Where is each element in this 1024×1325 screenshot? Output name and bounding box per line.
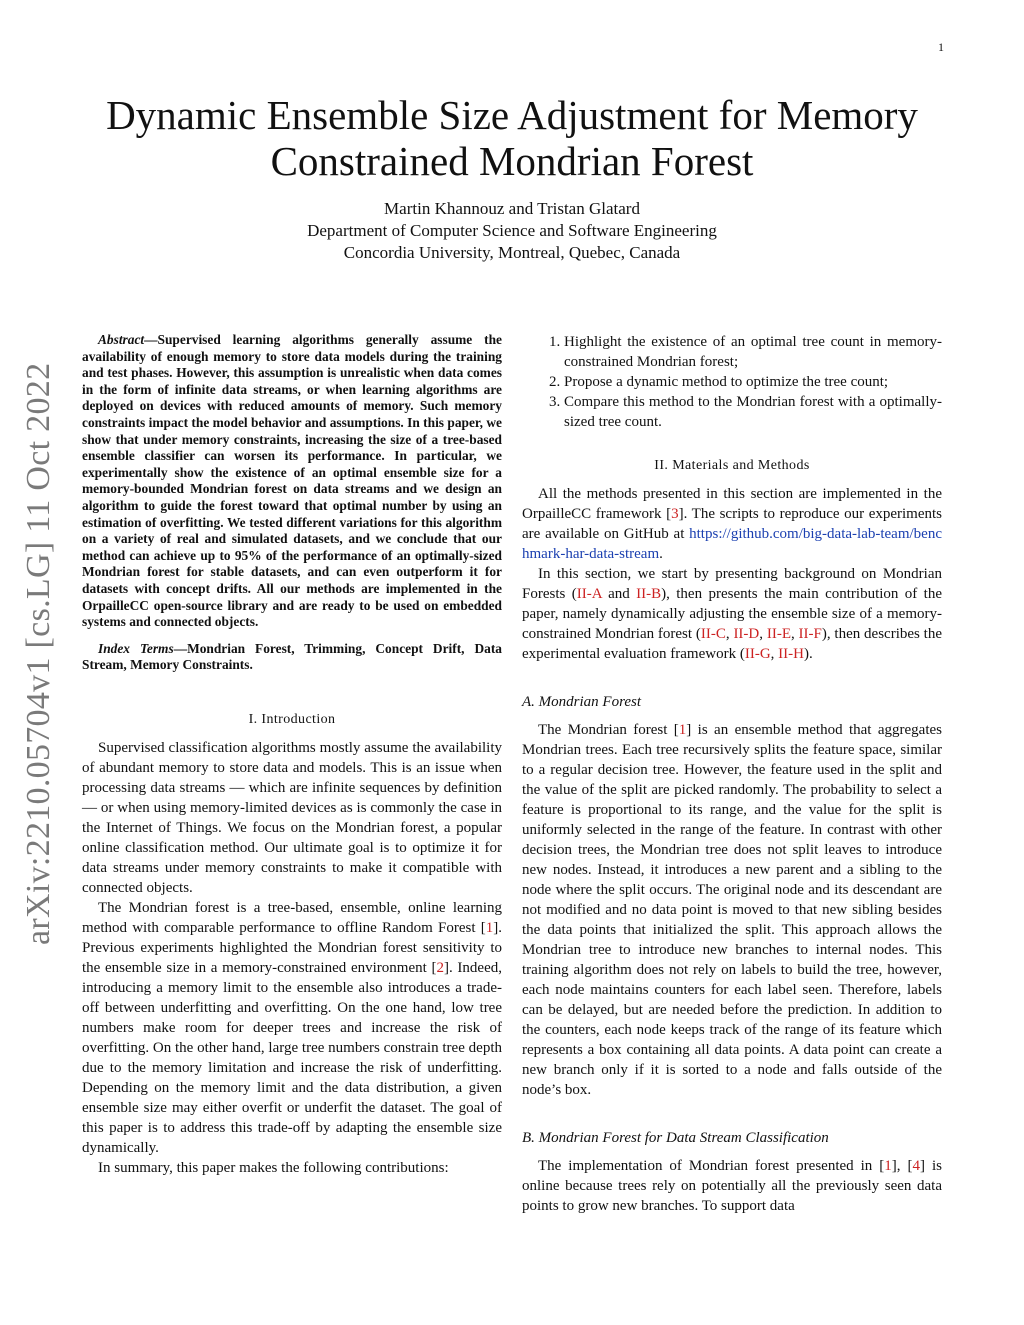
intro-p2-text-c: ]. Indeed, introducing a memory limit to the ensemble also introduces a trade-off between underfitting and overfitting. On the one hand, low tree numbers make room for deeper trees and increase the risk of overfitting. On the other hand, large tree numbers constrain tree depth due to the memory limitation and increase the risk of underfitting. Depending on the memory limit and the data distribution, a given ensemble size may either overfit or underfit the dataset. The goal of this paper is to address this trade-off by adapting the ensemble size dynamically. <box>82 959 502 1156</box>
right-column <box>522 332 942 1216</box>
contributions-list <box>522 332 942 432</box>
index-terms-dash: — <box>173 640 188 656</box>
citation-link[interactable]: 1 <box>485 919 494 936</box>
section-link[interactable]: II-E <box>766 626 791 642</box>
methods-p2-text-c: ), then describes the experimental evaluation framework ( <box>522 626 943 662</box>
section-a-heading: A. Mondrian Forest <box>522 694 642 710</box>
citation-link[interactable]: 1 <box>884 1158 892 1174</box>
github-link[interactable]: https://github.com/big-data-lab-team/benchmark-har-data-stream <box>522 526 942 562</box>
author-block <box>0 198 1024 264</box>
methods-p2-text-a: In this section, we start by presenting background on Mondrian Forests ( <box>522 566 942 602</box>
department: Department of Computer Science and Software Engineering <box>307 221 717 240</box>
citation-link[interactable]: 1 <box>678 722 687 738</box>
section-a-text-b: ] is an ensemble method that aggregates Mondrian trees. Each tree recursively splits the feature space, similar to a regular decision tree. However, the feature used in the split and the value of the split are picked randomly. The probability to select a feature is proportional to its range, and the value for the split is uniformly selected in the range of the feature. In contrast with other decision trees, the Mondrian tree does not split leaves to introduce new nodes. Instead, it introduces a new parent and a sibling to the node where the split occurs. The original node and its descendant are not modified and no data point is moved to that new sibling besides the data points that initialized the split. This approach allows the Mondrian tree to introduce new branches to internal nodes. This training algorithm does not rely on labels to build the tree, however, each node maintains counters for each label seen. Therefore, labels can be delayed, but are needed before the prediction. In addition to the counters, each node keeps track of the range of its feature which represents a box containing all data points. A data point can create a new branch only if it is sorted to a node and falls outside of the node’s box. <box>522 722 942 1098</box>
index-terms-text: Mondrian Forest, Trimming, Concept Drift, Data Stream, Memory Constraints. <box>82 640 503 673</box>
section-link[interactable]: II-G <box>744 646 771 662</box>
intro-paragraph-3: In summary, this paper makes the following contributions: <box>98 1159 449 1176</box>
intro-heading: I. Introduction <box>248 711 336 727</box>
citation-link[interactable]: 3 <box>671 506 679 522</box>
methods-heading: II. Materials and Methods <box>654 458 810 473</box>
paper-title <box>60 92 964 184</box>
comma: , <box>725 626 734 642</box>
abstract-dash: — <box>144 332 158 347</box>
section-b-text-mid: ], [ <box>891 1158 913 1174</box>
university: Concordia University, Montreal, Quebec, Canada <box>343 243 681 262</box>
list-item: 1. Highlight the existence of an optimal tree count in memory-constrained Mondrian forest; <box>564 332 942 372</box>
intro-paragraph-1: Supervised classification algorithms mostly assume the availability of abundant memory to store data and models. This is an issue when processing data streams — which are infinite sequences by definition — or when using memory-limited devices as is commonly the case in the Internet of Things. We focus on the Mondrian forest, a popular online classification method. Our ultimate goal is to optimize it for data streams under memory constraints to make it compatible with connected objects. <box>82 739 502 896</box>
list-item: 2. Propose a dynamic method to optimize the tree count; <box>564 372 942 392</box>
index-terms-label: Index Terms <box>98 640 174 656</box>
index-terms <box>82 641 502 674</box>
citation-link[interactable]: 4 <box>912 1158 921 1174</box>
section-b-text-b: ] is online because trees rely on potentially all the previously seen data points to grow new branches. To support data <box>522 1158 942 1214</box>
section-b-text-a: The implementation of Mondrian forest presented in [ <box>538 1158 885 1174</box>
methods-paragraph-1 <box>522 484 942 564</box>
section-b-heading: B. Mondrian Forest for Data Stream Classification <box>522 1130 829 1146</box>
comma: , <box>790 626 799 642</box>
methods-p1-text-a: All the methods presented in this section are implemented in the OrpailleCC framework [ <box>522 486 942 522</box>
arxiv-stamp: arXiv:2210.05704v1 [cs.LG] 11 Oct 2022 <box>20 362 57 945</box>
section-link[interactable]: II-C <box>700 626 726 642</box>
section-link[interactable]: II-A <box>576 586 602 602</box>
comma: , <box>759 626 767 642</box>
section-b-paragraph <box>522 1156 942 1216</box>
abstract-text: Supervised learning algorithms generally assume the availability of enough memory to store data models during the training and test phases. However, this assumption is unrealistic when data comes in the form of infinite data streams, or when learning algorithms are deployed on devices with reduced amounts of memory. Such memory constraints impact the model behavior and assumptions. In this paper, we show that under memory constraints, increasing the size of a tree-based ensemble classifier can worsen its performance. In particular, we experimentally show the existence of an optimal ensemble size for a memory-bounded Mondrian forest on data streams and we design an algorithm to guide the forest toward that optimal number by using an estimation of overfitting. We tested different variations for this algorithm on a variety of real and simulated datasets, and we conclude that our method can achieve up to 95% of the performance of an optimally-sized Mondrian forest for stable datasets, and can even outperform it for datasets with concept drifts. All our methods are implemented in the OrpailleCC open-source library and are ready to be used on embedded systems and connected objects. <box>82 332 502 630</box>
methods-p2-text-b: ), then presents the main contribution of the paper, namely dynamically adjusting the ensemble size of a memory-constrained Mondrian forest ( <box>522 586 942 642</box>
comma: , <box>770 646 779 662</box>
methods-p1-text-b: ]. The scripts to reproduce our experiments are available on GitHub at <box>522 506 942 542</box>
title-line-2: Constrained Mondrian Forest <box>270 138 754 184</box>
section-link[interactable]: II-B <box>636 586 662 602</box>
section-link[interactable]: II-H <box>778 646 804 662</box>
authors: Martin Khannouz and Tristan Glatard <box>384 199 640 218</box>
section-link[interactable]: II-F <box>798 626 822 642</box>
abstract-label: Abstract <box>98 332 145 347</box>
methods-p1-text-c: . <box>659 546 663 562</box>
title-line-1: Dynamic Ensemble Size Adjustment for Memory <box>106 92 918 138</box>
list-item: 3. Compare this method to the Mondrian forest with a optimally-sized tree count. <box>564 392 942 432</box>
section-link[interactable]: II-D <box>733 626 760 642</box>
intro-p2-text-b: ]. Previous experiments highlighted the Mondrian forest sensitivity to the ensemble size in a memory-constrained environment [ <box>82 919 502 976</box>
abstract <box>82 332 502 631</box>
methods-p2-and: and <box>601 586 637 602</box>
intro-p2-text-a: The Mondrian forest is a tree-based, ensemble, online learning method with comparable performance to offline Random Forest [ <box>82 899 502 936</box>
intro-paragraph-2 <box>82 898 502 1158</box>
left-column <box>82 332 502 1178</box>
section-a-paragraph <box>522 720 942 1100</box>
section-a-text-a: The Mondrian forest [ <box>538 722 679 738</box>
methods-paragraph-2 <box>522 564 942 664</box>
page-number: 1 <box>938 40 944 54</box>
citation-link[interactable]: 2 <box>436 959 444 976</box>
methods-p2-text-d: ). <box>803 646 813 662</box>
